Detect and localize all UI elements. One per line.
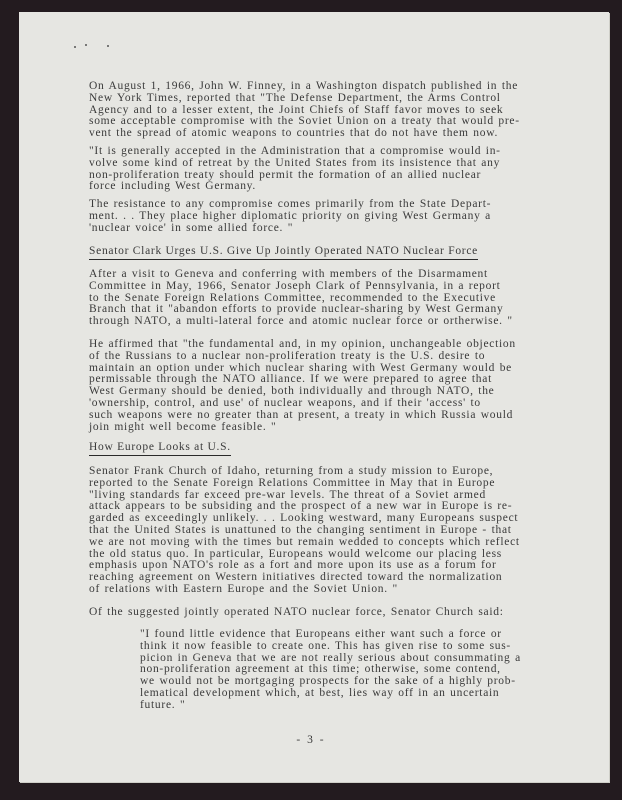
text-line: reported to the Senate Foreign Relations Committee in May that in Europe xyxy=(89,476,496,489)
page-number: - 3 - xyxy=(296,734,326,746)
text-line: of the Russians to a nuclear non-proliferation treaty is the U.S. desire to xyxy=(89,349,486,362)
text-line: join might well become feasible. " xyxy=(89,420,277,433)
text-line: "I found little evidence that Europeans either want such a force or xyxy=(140,628,502,640)
text-line: think it now feasible to create one. This has given rise to some sus- xyxy=(140,639,511,652)
text-line: garded as exceedingly unlikely. . . Looking westward, many Europeans suspect xyxy=(89,512,519,525)
text-line: Committee in May, 1966, Senator Joseph Clark of Pennsylvania, in a report xyxy=(89,279,501,292)
text-line: "living standards far exceed pre-war levels. The threat of a Soviet armed xyxy=(89,488,486,501)
paragraph-church-intro xyxy=(89,607,504,619)
text-line: emphasis upon NATO's role as a fort and more upon its use as a forum for xyxy=(89,559,497,572)
text-line: volve some kind of retreat by the United States from its insistence that any xyxy=(89,156,501,169)
text-line: West Germany should be denied, both individually and through NATO, the xyxy=(89,385,495,398)
paragraph-administration xyxy=(89,146,501,193)
text-line: 'nuclear voice' in some allied force. " xyxy=(89,221,294,234)
scan-mark xyxy=(74,46,76,48)
text-line: New York Times, reported that "The Defense Department, the Arms Control xyxy=(89,91,501,104)
text-line: some acceptable compromise with the Soviet Union on a treaty that would pre- xyxy=(89,115,520,128)
text-line: maintain an option under which nuclear sharing with West Germany would be xyxy=(89,361,512,374)
text-line: permissable through the NATO alliance. If we were prepared to agree that xyxy=(89,373,493,386)
text-line: we would not be mortgaging prospects for the sake of a highly prob- xyxy=(140,675,516,688)
text-line: we are not moving with the times but remain wedded to concepts which reflect xyxy=(89,535,520,548)
text-line: future. " xyxy=(140,698,186,711)
text-line: non-proliferation agreement at this time; otherwise, some contend, xyxy=(140,663,501,676)
section-heading-europe: How Europe Looks at U.S. xyxy=(89,441,231,456)
text-line: the old status quo. In particular, Europeans would welcome our placing less xyxy=(89,547,502,560)
block-quote xyxy=(140,629,521,712)
text-line: that the United States is unattuned to the changing sentiment in Europe - that xyxy=(89,523,512,536)
text-line: "It is generally accepted in the Administration that a compromise would in- xyxy=(89,145,501,157)
paragraph-finney xyxy=(89,81,520,140)
text-line: through NATO, a multi-lateral force and atomic nuclear force or ortherwise. " xyxy=(89,315,513,328)
text-line: 'ownership, control, and use' of nuclear weapons, and if their 'access' to xyxy=(89,396,481,409)
text-line: The resistance to any compromise comes primarily from the State Depart- xyxy=(89,198,492,210)
text-line: picion in Geneva that we are not really serious about consummating a xyxy=(140,651,521,664)
text-line: Senator Frank Church of Idaho, returning from a study mission to Europe, xyxy=(89,465,494,477)
paragraph-clark-geneva xyxy=(89,269,513,328)
section-heading-clark: Senator Clark Urges U.S. Give Up Jointly Operated NATO Nuclear Force xyxy=(89,245,478,260)
text-line: Agency and to a lesser extent, the Joint Chiefs of Staff favor moves to seek xyxy=(89,103,504,116)
text-line: attack appears to be subsiding and the prospect of a new war in Europe is re- xyxy=(89,500,513,513)
text-line: to the Senate Foreign Relations Committee, recommended to the Executive xyxy=(89,291,496,304)
text-line: such weapons were no greater than at present, a treaty in which Russia would xyxy=(89,408,514,421)
text-line: He affirmed that "the fundamental and, in my opinion, unchangeable objection xyxy=(89,338,516,350)
text-line: lematical development which, at best, lies way off in an uncertain xyxy=(140,686,500,699)
paragraph-church xyxy=(89,466,520,596)
scan-mark xyxy=(107,45,109,47)
text-line: After a visit to Geneva and conferring with members of the Disarmament xyxy=(89,268,488,280)
text-line: Branch that it "abandon efforts to provide nuclear-sharing by West Germany xyxy=(89,303,504,316)
scan-mark xyxy=(85,44,87,46)
text-line: of relations with Eastern Europe and the Soviet Union. " xyxy=(89,582,398,595)
text-line: force including West Germany. xyxy=(89,180,256,193)
text-line: ment. . . They place higher diplomatic priority on giving West Germany a xyxy=(89,209,491,222)
text-line: reaching agreement on Western initiatives directed toward the normalization xyxy=(89,571,503,584)
text-line: vent the spread of atomic weapons to countries that do not have them now. xyxy=(89,127,499,140)
text-line: non-proliferation treaty should permit the formation of an allied nuclear xyxy=(89,168,482,181)
paragraph-clark-affirmed xyxy=(89,339,516,433)
text-line: Of the suggested jointly operated NATO nuclear force, Senator Church said: xyxy=(89,606,504,618)
paragraph-resistance xyxy=(89,199,491,234)
text-line: On August 1, 1966, John W. Finney, in a Washington dispatch published in the xyxy=(89,80,519,92)
